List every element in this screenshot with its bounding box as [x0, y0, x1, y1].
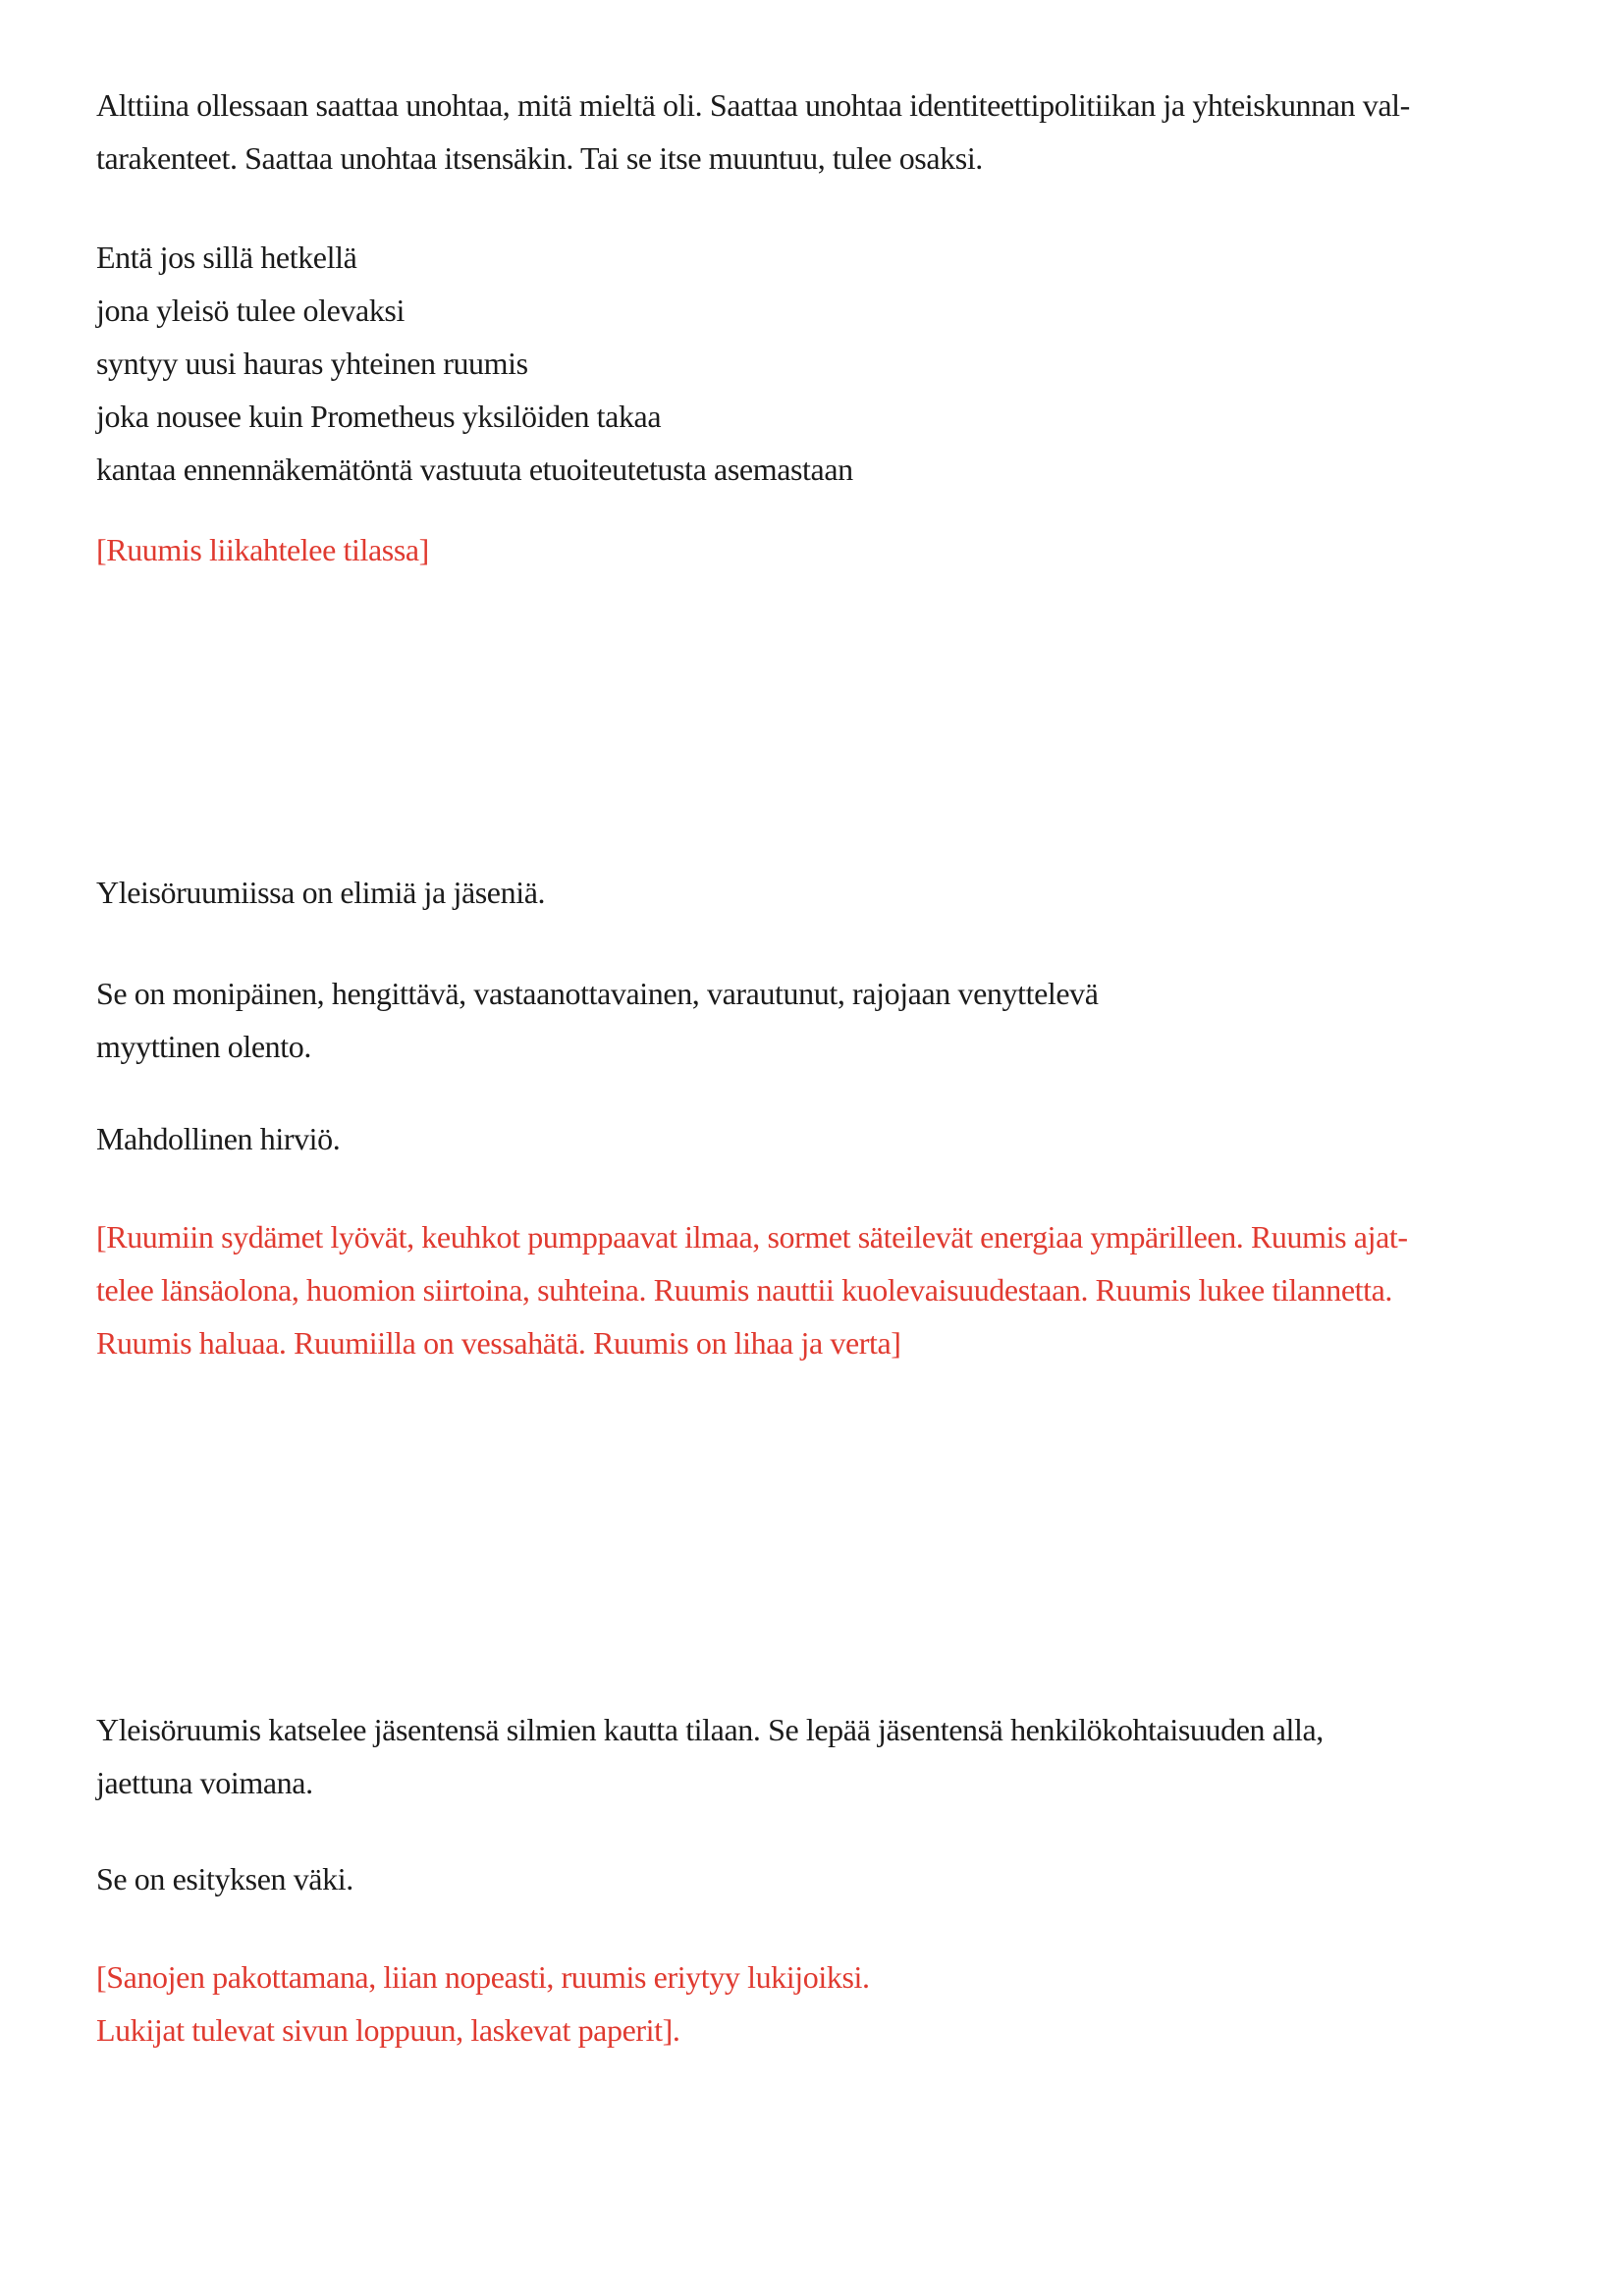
poem-line: kantaa ennennäkemätöntä vastuuta etuoiteutetusta asemastaan — [96, 452, 853, 487]
poem-stanza — [96, 231, 1565, 496]
text-line: Yleisöruumiissa on elimiä ja jäseniä. — [96, 875, 546, 910]
text-line: jaettuna voimana. — [96, 1765, 313, 1800]
poem-line: syntyy uusi hauras yhteinen ruumis — [96, 346, 528, 381]
paragraph-organs — [96, 866, 1565, 919]
paragraph-performance-folk — [96, 1852, 1565, 1905]
text-line: Alttiina ollessaan saattaa unohtaa, mitä mieltä oli. Saattaa unohtaa identiteettipolitiikan ja yhteiskunnan val- — [96, 87, 1410, 123]
text-line: tarakenteet. Saattaa unohtaa itsensäkin. Tai se itse muuntuu, tulee osaksi. — [96, 140, 983, 176]
paragraph-possible-monster — [96, 1112, 1565, 1165]
text-line: Yleisöruumis katselee jäsentensä silmien kautta tilaan. Se lepää jäsentensä henkilökohtaisuuden alla, — [96, 1712, 1324, 1747]
text-line: Se on esityksen väki. — [96, 1861, 353, 1896]
paragraph-intro — [96, 79, 1565, 185]
paragraph-audience-body — [96, 1703, 1565, 1809]
poem-line: joka nousee kuin Prometheus yksilöiden takaa — [96, 399, 662, 434]
stage-direction-3 — [96, 1950, 1565, 2056]
stage-direction-2 — [96, 1210, 1565, 1369]
stage-direction-line: [Sanojen pakottamana, liian nopeasti, ruumis eriytyy lukijoiksi. — [96, 1959, 870, 1995]
stage-direction-1 — [96, 523, 1565, 576]
text-line: Mahdollinen hirviö. — [96, 1121, 341, 1156]
stage-direction-line: [Ruumis liikahtelee tilassa] — [96, 532, 429, 567]
text-line: Se on monipäinen, hengittävä, vastaanottavainen, varautunut, rajojaan venyttelevä — [96, 976, 1099, 1011]
poem-line: Entä jos sillä hetkellä — [96, 240, 357, 275]
paragraph-mythical-being — [96, 967, 1565, 1073]
text-line: myyttinen olento. — [96, 1029, 311, 1064]
stage-direction-line: Ruumis haluaa. Ruumiilla on vessahätä. Ruumis on lihaa ja verta] — [96, 1325, 901, 1361]
poem-line: jona yleisö tulee olevaksi — [96, 293, 405, 328]
stage-direction-line: [Ruumiin sydämet lyövät, keuhkot pumppaavat ilmaa, sormet säteilevät energiaa ympärilleen. Ruumis ajat- — [96, 1219, 1408, 1255]
stage-direction-line: telee länsäolona, huomion siirtoina, suhteina. Ruumis nauttii kuolevaisuudestaan. Ruumis lukee tilannetta. — [96, 1272, 1393, 1308]
stage-direction-line: Lukijat tulevat sivun loppuun, laskevat paperit]. — [96, 2012, 680, 2048]
